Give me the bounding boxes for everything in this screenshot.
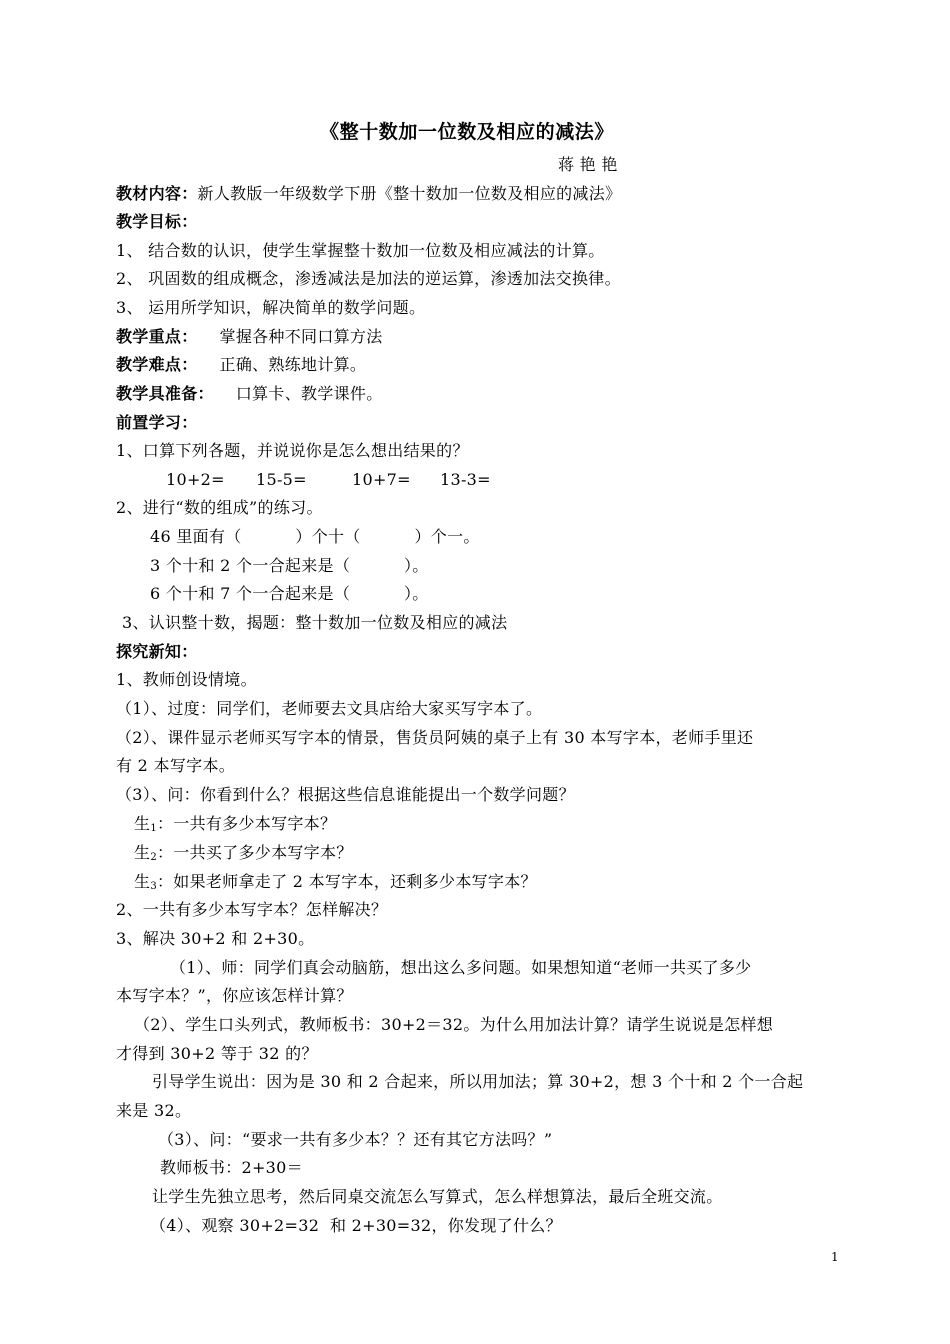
tools-text: 口算卡、教学课件。 (235, 384, 383, 403)
student-text: ：如果老师拿走了 2 本写字本，还剩多少本写字本？ (156, 872, 537, 891)
explore-line-4: （3）、问：你看到什么？根据这些信息谁能提出一个数学问题？ (116, 785, 575, 804)
key-point-label: 教学重点： (116, 327, 198, 346)
explore-line-2: （1）、过度：同学们，老师要去文具店给大家买写字本了。 (116, 699, 543, 718)
material-text: 新人教版一年级数学下册《整十数加一位数及相应的减法》 (197, 184, 622, 203)
student-name: 生 (134, 843, 151, 862)
material-line (116, 183, 621, 205)
pre-q2-line-2: 3 个十和 2 个一合起来是（ ）。 (150, 556, 429, 575)
goals-heading: 教学目标： (116, 212, 198, 231)
pre-heading: 前置学习： (116, 413, 198, 432)
explore-line-11: 教师板书：2+30＝ (160, 1158, 303, 1177)
exercise-1: 10+2= (166, 470, 225, 489)
explore-line-1: 1、教师创设情境。 (116, 670, 257, 689)
explore-line-10: （3）、问：“要求一共有多少本？？还有其它方法吗？” (158, 1130, 553, 1149)
explore-heading: 探究新知： (116, 642, 198, 661)
pre-q2-line-3: 6 个十和 7 个一合起来是（ ）。 (150, 584, 429, 603)
student-name: 生 (134, 814, 151, 833)
explore-line-6: 3、解决 30+2 和 2+30。 (116, 929, 315, 948)
student-answer-3 (134, 871, 537, 898)
exercise-3: 10+7= (352, 470, 411, 489)
explore-line-7b: 本写字本？”，你应该怎样计算？ (116, 986, 353, 1005)
explore-line-5: 2、一共有多少本写字本？怎样解决？ (116, 900, 388, 919)
student-index: 3 (150, 881, 157, 892)
explore-line-9a: 引导学生说出：因为是 30 和 2 合起来，所以用加法；算 30+2，想 3 个十和 2 个一合起 (152, 1072, 804, 1091)
difficulty-label: 教学难点： (116, 355, 198, 374)
pre-q2-line-1: 46 里面有（ ）个十（ ）个一。 (150, 527, 480, 546)
difficulty-line (116, 354, 366, 376)
material-label: 教材内容： (116, 184, 198, 203)
student-text: ：一共买了多少本写字本？ (156, 843, 353, 862)
exercise-2: 15-5= (256, 470, 307, 489)
key-point-text: 掌握各种不同口算方法 (219, 327, 383, 346)
key-point-line (116, 326, 383, 348)
goal-item-2: 2、 巩固数的组成概念，渗透减法是加法的逆运算，渗透加法交换律。 (116, 269, 621, 288)
pre-q2: 2、进行“数的组成”的练习。 (116, 498, 323, 517)
student-index: 2 (150, 852, 157, 863)
explore-line-3b: 有 2 本写字本。 (116, 756, 236, 775)
exercise-4: 13-3= (440, 470, 491, 489)
goal-item-3: 3、 运用所学知识，解决简单的数学问题。 (116, 298, 426, 317)
goal-item-1: 1、 结合数的认识，使学生掌握整十数加一位数及相应减法的计算。 (116, 241, 605, 260)
explore-line-7a: （1）、师：同学们真会动脑筋，想出这么多问题。如果想知道“老师一共买了多少 (170, 958, 752, 977)
student-index: 1 (150, 823, 157, 834)
explore-line-9b: 来是 32。 (116, 1101, 192, 1120)
pre-q3: 3、认识整十数，揭题：整十数加一位数及相应的减法 (122, 613, 508, 632)
difficulty-text: 正确、熟练地计算。 (219, 355, 367, 374)
explore-line-8b: 才得到 30+2 等于 32 的？ (116, 1044, 318, 1063)
pre-q1: 1、口算下列各题，并说说你是怎么想出结果的？ (116, 441, 469, 460)
document-title: 《整十数加一位数及相应的减法》 (320, 121, 615, 143)
student-answer-2 (134, 842, 353, 869)
tools-label: 教学具准备： (116, 384, 214, 403)
tools-line (116, 383, 383, 405)
explore-line-12: 让学生先独立思考，然后同桌交流怎么写算式，怎么样想算法，最后全班交流。 (152, 1187, 723, 1206)
explore-line-8a: （2）、学生口头列式，教师板书：30+2＝32。为什么用加法计算？请学生说说是怎样想 (134, 1015, 774, 1034)
student-text: ：一共有多少本写字本？ (156, 814, 337, 833)
author: 蒋 艳 艳 (558, 155, 618, 174)
page-number: 1 (831, 1250, 839, 1264)
explore-line-13: （4）、观察 30+2=32 和 2+30=32，你发现了什么？ (150, 1216, 562, 1235)
explore-line-3a: （2）、课件显示老师买写字本的情景，售货员阿姨的桌子上有 30 本写字本，老师手里还 (116, 728, 754, 747)
student-name: 生 (134, 872, 151, 891)
student-answer-1 (134, 813, 336, 840)
